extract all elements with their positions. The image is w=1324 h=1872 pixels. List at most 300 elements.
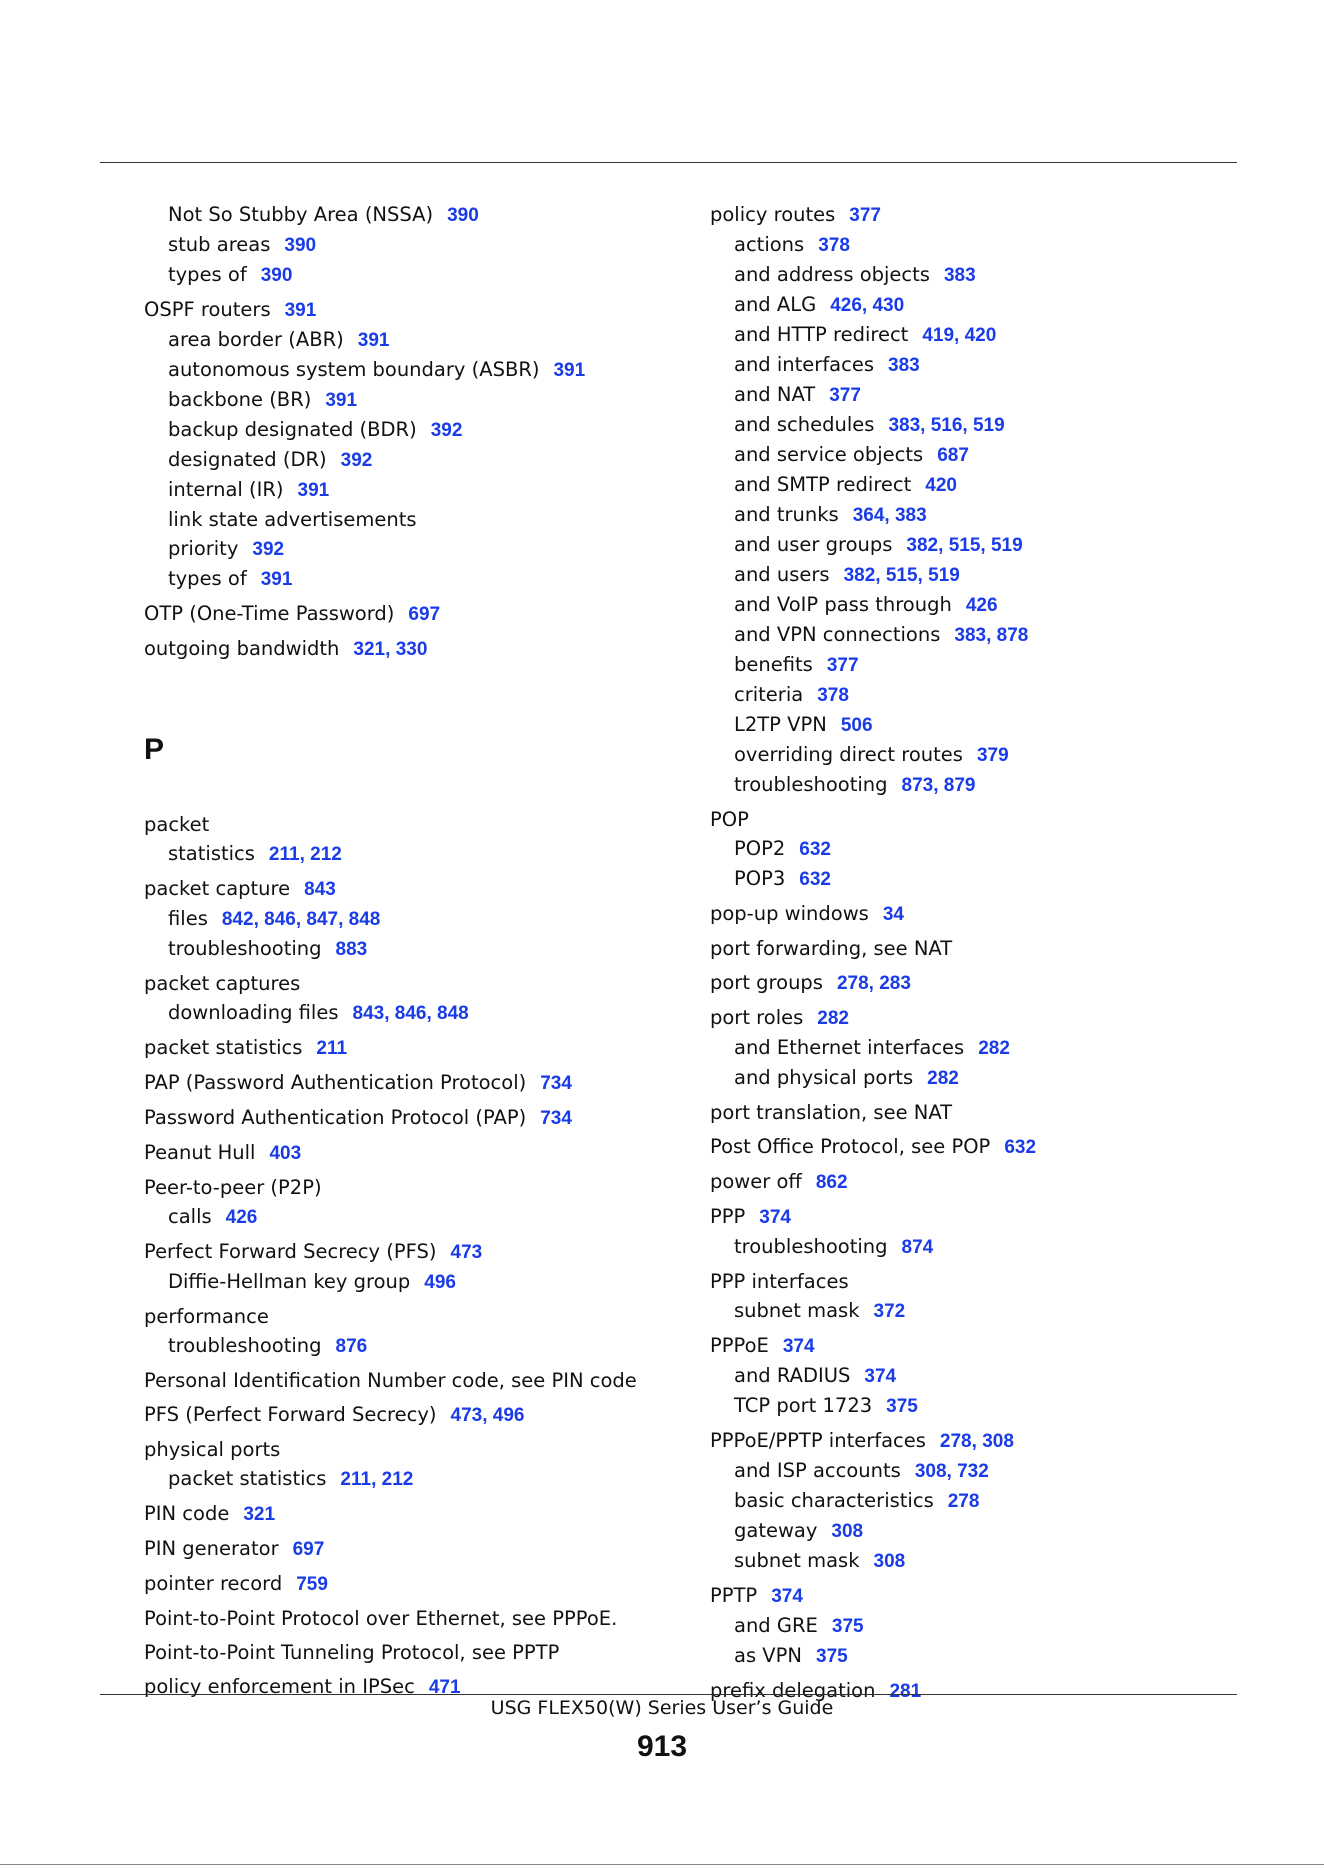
page-references [340, 1469, 413, 1490]
page-separator: , [868, 973, 880, 994]
index-subentry [710, 1063, 1250, 1093]
index-entry [710, 1267, 1250, 1296]
page-separator: , [917, 565, 929, 586]
index-subentry [144, 1331, 684, 1361]
page-link[interactable]: 878 [996, 625, 1029, 646]
page-references [269, 844, 342, 865]
index-subentry [710, 1232, 1250, 1262]
index-term: area border (ABR) [168, 328, 344, 351]
page-link[interactable]: 382 [906, 535, 939, 556]
index-subentry [710, 500, 1250, 530]
page-references [325, 390, 357, 411]
page-references [540, 1108, 572, 1129]
index-column-left [144, 200, 684, 1702]
index-term: port roles [710, 1006, 804, 1029]
page-references [336, 1336, 368, 1357]
page-link[interactable]: 364 [852, 505, 885, 526]
page-link[interactable]: 697 [292, 1539, 325, 1560]
index-term: benefits [734, 653, 813, 676]
index-subentry [144, 200, 684, 230]
page-link[interactable]: 211 [268, 844, 300, 865]
page-link[interactable]: 281 [889, 1681, 922, 1702]
page-references [1004, 1137, 1036, 1158]
page-references [316, 1038, 347, 1059]
index-subentry [710, 1361, 1250, 1391]
page-references [817, 1008, 849, 1029]
page-references [799, 839, 831, 860]
index-term: PIN code [144, 1502, 230, 1525]
index-subentry [710, 1611, 1250, 1641]
page-link[interactable]: 697 [408, 604, 441, 625]
index-term: troubleshooting [168, 937, 322, 960]
page-references [451, 1242, 483, 1263]
index-entry [144, 1569, 684, 1599]
page-link[interactable]: 374 [759, 1207, 791, 1228]
page-references [451, 1405, 525, 1426]
page-link[interactable]: 278 [939, 1431, 972, 1452]
page-link[interactable]: 391 [297, 480, 330, 501]
page-references [827, 655, 859, 676]
page-link[interactable]: 519 [928, 565, 960, 586]
index-entry [144, 1435, 684, 1464]
page-references [447, 205, 479, 226]
page-link[interactable]: 212 [310, 844, 342, 865]
page-link[interactable]: 519 [972, 415, 1005, 436]
page-link[interactable]: 426 [965, 595, 998, 616]
index-subentry [144, 230, 684, 260]
index-subentry [144, 998, 684, 1028]
page-link[interactable]: 843 [352, 1003, 385, 1024]
index-term: Perfect Forward Secrecy (PFS) [144, 1240, 437, 1263]
page-link[interactable]: 426 [830, 295, 862, 316]
page-references [243, 1504, 275, 1525]
page-link[interactable]: 372 [873, 1301, 906, 1322]
page-link[interactable]: 496 [492, 1405, 525, 1426]
index-subentry [710, 1456, 1250, 1486]
page-link[interactable]: 383 [894, 505, 927, 526]
index-term: performance [144, 1305, 269, 1328]
index-subentry [710, 620, 1250, 650]
page-link[interactable]: 383 [954, 625, 987, 646]
index-term: and HTTP redirect [734, 323, 909, 346]
index-term: and trunks [734, 503, 839, 526]
index-term: outgoing bandwidth [144, 637, 340, 660]
index-entry [144, 1237, 684, 1267]
index-term: Not So Stubby Area (NSSA) [168, 203, 434, 226]
index-term: subnet mask [734, 1299, 860, 1322]
page-link[interactable]: 847 [306, 909, 339, 930]
page-references [336, 939, 368, 960]
index-term: actions [734, 233, 805, 256]
page-link[interactable]: 282 [817, 1008, 849, 1029]
page-separator: , [954, 325, 965, 346]
page-link[interactable]: 876 [335, 1336, 368, 1357]
index-entry [710, 968, 1250, 998]
index-term: criteria [734, 683, 804, 706]
page-link[interactable]: 383 [888, 355, 920, 376]
page-separator: , [253, 909, 265, 930]
index-term: POP2 [734, 837, 786, 860]
page-references [927, 1068, 959, 1089]
page-link[interactable]: 383 [888, 415, 921, 436]
page-link[interactable]: 632 [799, 839, 831, 860]
index-term: link state advertisements [168, 508, 417, 531]
index-term: troubleshooting [168, 1334, 322, 1357]
page-separator: , [299, 844, 311, 865]
index-term: calls [168, 1205, 212, 1228]
page-link[interactable]: 374 [864, 1366, 897, 1387]
page-references [816, 1172, 848, 1193]
index-subentry [710, 740, 1250, 770]
page-link[interactable]: 321 [353, 639, 386, 660]
page-link[interactable]: 873 [901, 775, 934, 796]
index-term: troubleshooting [734, 1235, 888, 1258]
page-link[interactable]: 848 [437, 1003, 469, 1024]
page-link[interactable]: 420 [964, 325, 997, 346]
page-link[interactable]: 330 [395, 639, 428, 660]
index-subentry [144, 325, 684, 355]
index-subentry [710, 1641, 1250, 1671]
index-entry [144, 1173, 684, 1202]
page-references [874, 1301, 906, 1322]
page-references [902, 1237, 934, 1258]
index-term: packet statistics [144, 1036, 303, 1059]
page-link[interactable]: 496 [424, 1272, 456, 1293]
page-separator: , [875, 565, 886, 586]
index-term: Password Authentication Protocol (PAP) [144, 1106, 527, 1129]
index-subentry [144, 415, 684, 445]
page-link[interactable]: 278 [947, 1491, 980, 1512]
page-link[interactable]: 420 [925, 475, 957, 496]
page-link[interactable]: 390 [260, 265, 293, 286]
index-entry [144, 1400, 684, 1430]
index-subentry [710, 470, 1250, 500]
page-references [226, 1207, 258, 1228]
index-entry [710, 1132, 1250, 1162]
page-references [948, 1491, 980, 1512]
index-entry [710, 1098, 1250, 1127]
page-references [261, 569, 293, 590]
page-link[interactable]: 377 [829, 385, 861, 406]
index-term: Personal Identification Number code, see PIN code [144, 1369, 637, 1392]
page-separator: , [962, 415, 973, 436]
index-term: port groups [710, 971, 823, 994]
page-link[interactable]: 34 [882, 904, 904, 925]
page-link[interactable]: 734 [540, 1108, 572, 1129]
page-references [906, 535, 1022, 556]
page-references [353, 1003, 469, 1024]
page-link[interactable]: 390 [447, 205, 479, 226]
index-subentry [144, 839, 684, 869]
index-entry [710, 1202, 1250, 1232]
index-term: internal (IR) [168, 478, 284, 501]
page-link[interactable]: 375 [886, 1396, 918, 1417]
index-term: and service objects [734, 443, 924, 466]
page-references [902, 775, 976, 796]
index-term: port forwarding, see NAT [710, 937, 953, 960]
index-subentry [710, 680, 1250, 710]
page-references [353, 639, 427, 660]
page-references [922, 325, 996, 346]
page-references [771, 1586, 803, 1607]
page-references [829, 385, 861, 406]
page-link[interactable]: 391 [553, 360, 586, 381]
page-link[interactable]: 391 [325, 390, 358, 411]
index-entry [710, 1331, 1250, 1361]
page-link[interactable]: 392 [252, 539, 285, 560]
index-term: Peer-to-peer (P2P) [144, 1176, 322, 1199]
page-link[interactable]: 632 [1004, 1137, 1037, 1158]
index-entry [710, 1003, 1250, 1033]
page-link[interactable]: 391 [260, 569, 293, 590]
index-term: Point-to-Point Tunneling Protocol, see PPTP [144, 1641, 560, 1664]
index-term: packet capture [144, 877, 291, 900]
index-term: and VPN connections [734, 623, 941, 646]
page-link[interactable]: 375 [831, 1616, 864, 1637]
page-link[interactable]: 378 [817, 685, 849, 706]
page-references [358, 330, 390, 351]
page-link[interactable]: 375 [816, 1646, 848, 1667]
index-term: physical ports [144, 1438, 281, 1461]
page-separator: , [933, 775, 944, 796]
index-term: L2TP VPN [734, 713, 827, 736]
index-term: and RADIUS [734, 1364, 851, 1387]
page-link[interactable]: 391 [357, 330, 390, 351]
page-link[interactable]: 430 [872, 295, 905, 316]
page-separator: , [938, 535, 949, 556]
page-link[interactable]: 734 [540, 1073, 572, 1094]
index-term: overriding direct routes [734, 743, 963, 766]
page-references [888, 355, 920, 376]
page-link[interactable]: 211 [340, 1469, 372, 1490]
page-references [818, 235, 850, 256]
index-term: packet statistics [168, 1467, 327, 1490]
page-separator: , [295, 909, 307, 930]
page-separator: , [920, 415, 931, 436]
index-subentry [710, 1516, 1250, 1546]
page-references [937, 445, 969, 466]
index-entry [144, 634, 684, 664]
page-bottom-edge [0, 1864, 1324, 1865]
page-link[interactable]: 308 [914, 1461, 947, 1482]
page-references [837, 973, 911, 994]
index-term: Peanut Hull [144, 1141, 256, 1164]
index-term: downloading files [168, 1001, 339, 1024]
page-references [844, 565, 960, 586]
index-entry [144, 969, 684, 998]
page-link[interactable]: 473 [450, 1242, 483, 1263]
page-link[interactable]: 519 [990, 535, 1023, 556]
index-term: Point-to-Point Protocol over Ethernet, see PPPoE. [144, 1607, 618, 1630]
page-link[interactable]: 282 [927, 1068, 959, 1089]
index-term: TCP port 1723 [734, 1394, 873, 1417]
index-subentry [710, 440, 1250, 470]
page-link[interactable]: 883 [335, 939, 368, 960]
index-entry [710, 200, 1250, 230]
index-subentry [710, 834, 1250, 864]
index-subentry [144, 904, 684, 934]
page-link[interactable]: 378 [818, 235, 850, 256]
page-link[interactable]: 759 [296, 1574, 328, 1595]
page-link[interactable]: 377 [826, 655, 859, 676]
index-term: and interfaces [734, 353, 875, 376]
page-references [830, 295, 904, 316]
index-subentry [710, 864, 1250, 894]
page-link[interactable]: 390 [284, 235, 317, 256]
page-link[interactable]: 732 [957, 1461, 989, 1482]
page-link[interactable]: 392 [340, 450, 373, 471]
index-term: types of [168, 263, 247, 286]
index-subentry [710, 770, 1250, 800]
index-term: basic characteristics [734, 1489, 934, 1512]
page-link[interactable]: 419 [922, 325, 955, 346]
index-subentry [710, 380, 1250, 410]
page-references [832, 1616, 864, 1637]
page-separator: , [946, 1461, 958, 1482]
index-entry [710, 934, 1250, 963]
page-link[interactable]: 687 [937, 445, 969, 466]
page-link[interactable]: 278 [836, 973, 869, 994]
index-subentry [144, 355, 684, 385]
page-separator: , [971, 1431, 983, 1452]
index-term: and ALG [734, 293, 817, 316]
index-entry [144, 599, 684, 629]
page-link[interactable]: 471 [428, 1677, 461, 1698]
page-separator: , [338, 909, 349, 930]
page-link[interactable]: 282 [978, 1038, 1010, 1059]
index-term: and VoIP pass through [734, 593, 952, 616]
index-term: pointer record [144, 1572, 283, 1595]
page-link[interactable]: 377 [849, 205, 881, 226]
page-link[interactable]: 862 [815, 1172, 848, 1193]
index-subentry [710, 560, 1250, 590]
page-references [759, 1207, 791, 1228]
index-term: as VPN [734, 1644, 802, 1667]
page-link[interactable]: 211 [316, 1038, 348, 1059]
page-references [222, 909, 381, 930]
index-term: and user groups [734, 533, 893, 556]
index-entry [710, 1581, 1250, 1611]
index-subentry [710, 410, 1250, 440]
page-link[interactable]: 506 [840, 715, 873, 736]
page-references [940, 1431, 1014, 1452]
page-references [284, 235, 316, 256]
page-link[interactable]: 308 [831, 1521, 864, 1542]
page-link[interactable]: 874 [901, 1237, 934, 1258]
page-references [874, 1551, 906, 1572]
index-subentry [144, 260, 684, 290]
index-subentry [710, 1546, 1250, 1576]
page-references [304, 879, 336, 900]
index-subentry [144, 385, 684, 415]
index-subentry [710, 1486, 1250, 1516]
page-link[interactable]: 515 [948, 535, 981, 556]
page-link[interactable]: 848 [348, 909, 381, 930]
index-entry [144, 1638, 684, 1667]
page-link[interactable]: 403 [269, 1143, 302, 1164]
page-link[interactable]: 843 [304, 879, 336, 900]
page-references [915, 1461, 989, 1482]
page-references [954, 625, 1028, 646]
page-link[interactable]: 846 [394, 1003, 427, 1024]
page-link[interactable]: 212 [381, 1469, 414, 1490]
page-separator: , [980, 535, 991, 556]
page-link[interactable]: 473 [450, 1405, 483, 1426]
index-subentry [144, 564, 684, 594]
page-references [296, 1574, 328, 1595]
index-term: Post Office Protocol, see POP [710, 1135, 991, 1158]
page-link[interactable]: 632 [799, 869, 831, 890]
page-references [978, 1038, 1010, 1059]
page-link[interactable]: 391 [284, 300, 317, 321]
page-references [261, 265, 293, 286]
index-subentry [710, 590, 1250, 620]
index-term: and ISP accounts [734, 1459, 901, 1482]
index-term: priority [168, 537, 239, 560]
page-link[interactable]: 383 [943, 265, 976, 286]
page-references [408, 604, 440, 625]
page-number: 913 [636, 1730, 688, 1763]
index-subentry [710, 1391, 1250, 1421]
page-link[interactable]: 426 [225, 1207, 258, 1228]
index-term: OTP (One-Time Password) [144, 602, 395, 625]
page-link[interactable]: 516 [930, 415, 963, 436]
index-term: PPP [710, 1205, 746, 1228]
page-separator: , [986, 625, 997, 646]
index-subentry [144, 1267, 684, 1297]
header-rule [100, 162, 1237, 163]
page-link[interactable]: 392 [430, 420, 463, 441]
index-subentry [144, 1202, 684, 1232]
page-link[interactable]: 382 [843, 565, 876, 586]
index-term: policy enforcement in IPSec [144, 1675, 415, 1698]
page-link[interactable]: 842 [221, 909, 254, 930]
page-references [888, 415, 1004, 436]
page-references [853, 505, 927, 526]
index-subentry [710, 230, 1250, 260]
page-link[interactable]: 374 [771, 1586, 803, 1607]
page-link[interactable]: 515 [885, 565, 918, 586]
page-references [864, 1366, 896, 1387]
page-link[interactable]: 879 [943, 775, 976, 796]
page-link[interactable]: 379 [976, 745, 1009, 766]
index-subentry [710, 290, 1250, 320]
page-separator: , [482, 1405, 493, 1426]
index-entry [710, 1167, 1250, 1197]
index-term: statistics [168, 842, 255, 865]
index-term: files [168, 907, 208, 930]
page-link[interactable]: 374 [782, 1336, 815, 1357]
page-references [977, 745, 1009, 766]
page-link[interactable]: 846 [264, 909, 296, 930]
index-term: designated (DR) [168, 448, 327, 471]
page-link[interactable]: 321 [243, 1504, 276, 1525]
index-term: PPPoE/PPTP interfaces [710, 1429, 926, 1452]
index-term: subnet mask [734, 1549, 860, 1572]
index-entry [144, 1534, 684, 1564]
page-references [540, 1073, 572, 1094]
index-term: PPP interfaces [710, 1270, 849, 1293]
page-references [816, 1646, 848, 1667]
index-term: and users [734, 563, 830, 586]
page-link[interactable]: 283 [879, 973, 911, 994]
index-term: policy routes [710, 203, 836, 226]
page-link[interactable]: 308 [982, 1431, 1014, 1452]
index-subentry [710, 320, 1250, 350]
index-term: and SMTP redirect [734, 473, 912, 496]
section-letter: P [144, 733, 165, 766]
page-link[interactable]: 308 [873, 1551, 906, 1572]
